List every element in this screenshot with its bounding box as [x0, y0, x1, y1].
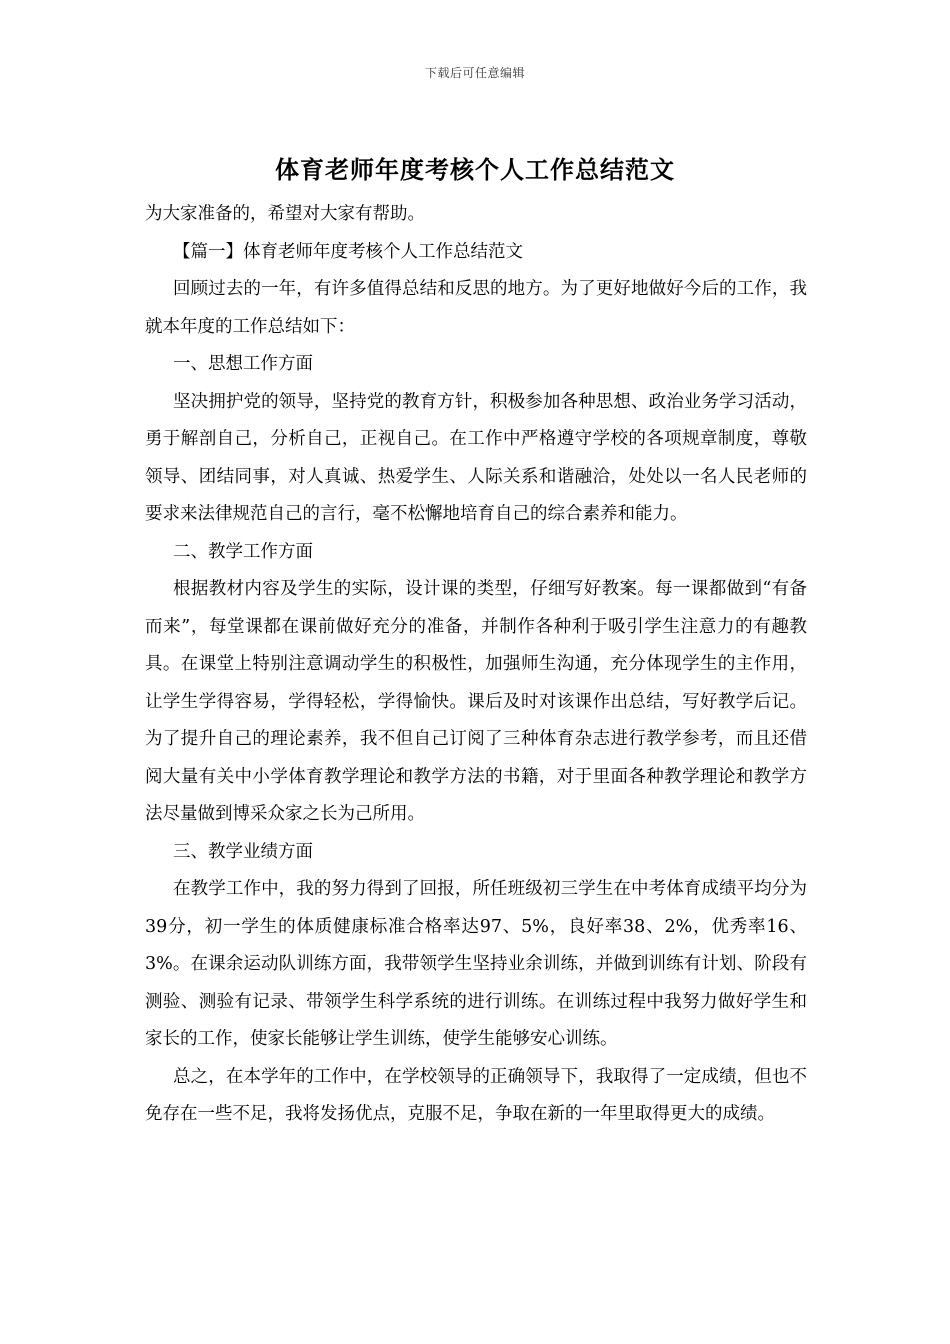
document-body — [145, 196, 807, 1134]
paragraph-subheading: 二、教学工作方面 — [173, 541, 313, 562]
paragraph: 坚决拥护党的领导，坚持党的教育方针，积极参加各种思想、政治业务学习活动，勇于解剖自己，分析自己，正视自己。在工作中严格遵守学校的各项规章制度，尊敬领导、团结同事，对人真诚、热爱学生、人际关系和谐融洽，处处以一名人民老师的要求来法律规范自己的言行，毫不松懈地培育自己的综合素养和能力。 — [145, 391, 807, 524]
document-title: 体育老师年度考核个人工作总结范文 — [275, 155, 675, 184]
paragraph-subheading: 一、思想工作方面 — [173, 354, 313, 374]
paragraph: 在教学工作中，我的努力得到了回报，所任班级初三学生在中考体育成绩平均分为39分，初一学生的体质健康标准合格率达97、5%，良好率38、2%，优秀率16、3%。在课余运动队训练方面，我带领学生坚持业余训练，并做到训练有计划、阶段有测验、测验有记录、带领学生科学系统的进行训练。在训练过程中我努力做好学生和家长的工作，使家长能够让学生训练，使学生能够安心训练。 — [145, 879, 807, 1049]
paragraph: 回顾过去的一年，有许多值得总结和反思的地方。为了更好地做好今后的工作，我就本年度的工作总结如下： — [145, 279, 807, 337]
header-note: 下载后可任意编辑 — [424, 66, 525, 80]
paragraph-section-heading: 【篇一】体育老师年度考核个人工作总结范文 — [173, 241, 523, 262]
paragraph-conclusion: 总之，在本学年的工作中，在学校领导的正确领导下，我取得了一定成绩，但也不免存在一些不足，我将发扬优点，克服不足，争取在新的一年里取得更大的成绩。 — [145, 1066, 807, 1124]
paragraph-intro: 为大家准备的，希望对大家有帮助。 — [145, 204, 425, 224]
paragraph-subheading: 三、教学业绩方面 — [173, 841, 313, 862]
paragraph: 根据教材内容及学生的实际，设计课的类型，仔细写好教案。每一课都做到“有备而来”，每堂课都在课前做好充分的准备，并制作各种利于吸引学生注意力的有趣教具。在课堂上特别注意调动学生的积极性，加强师生沟通，充分体现学生的主作用，让学生学得容易，学得轻松，学得愉快。课后及时对该课作出总结，写好教学后记。为了提升自己的理论素养，我不但自己订阅了三种体育杂志进行教学参考，而且还借阅大量有关中小学体育教学理论和教学方法的书籍，对于里面各种教学理论和教学方法尽量做到博采众家之长为己所用。 — [145, 579, 807, 824]
